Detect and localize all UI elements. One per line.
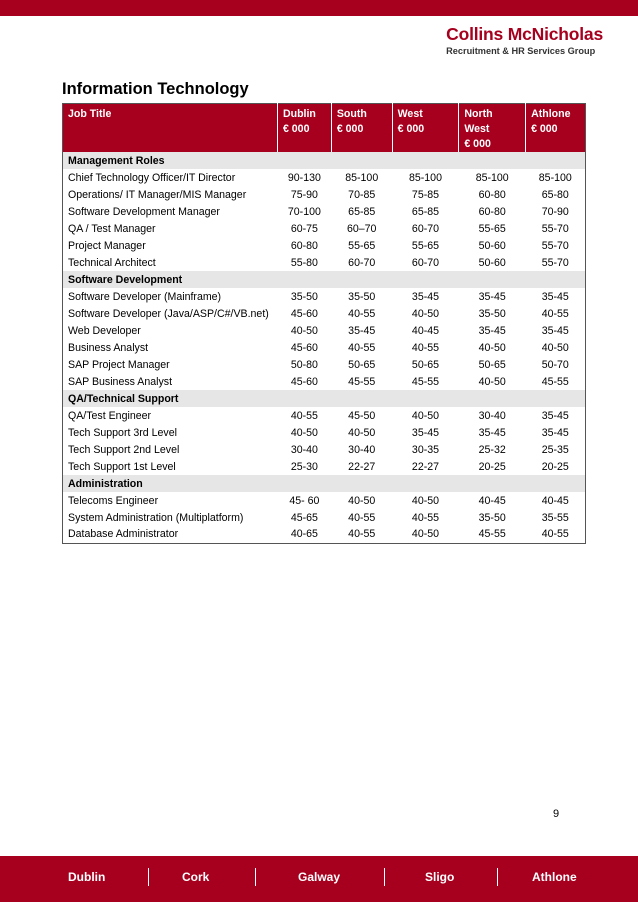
job-title-cell: SAP Business Analyst <box>68 375 173 388</box>
table-row <box>63 305 586 322</box>
table-row <box>63 407 586 424</box>
table-row <box>63 220 586 237</box>
salary-range-cell: 35-45 <box>478 324 506 337</box>
table-row <box>63 526 586 543</box>
salary-range-cell: 50-80 <box>290 358 318 371</box>
salary-range-cell: 55-70 <box>541 256 569 269</box>
salary-range-cell: 40-55 <box>348 511 376 524</box>
header-region <box>392 104 459 153</box>
salary-range-cell: 20-25 <box>541 460 569 473</box>
salary-range-cell: 85-100 <box>475 171 509 184</box>
salary-range-cell: 60-70 <box>411 222 440 235</box>
header-job-title <box>63 104 278 153</box>
header-region <box>277 104 331 153</box>
table-row <box>63 254 586 271</box>
salary-range-cell: 30-40 <box>478 409 506 422</box>
salary-range-cell: 60-80 <box>478 188 506 201</box>
salary-range-cell: 50-65 <box>411 358 440 371</box>
page-number: 9 <box>553 808 560 820</box>
salary-range-cell: 40-45 <box>478 494 506 507</box>
salary-range-cell: 45-55 <box>541 375 569 388</box>
header-text: Athlone <box>531 108 571 120</box>
header-text: West <box>464 123 490 135</box>
job-title-cell: Software Developer (Java/ASP/C#/VB.net) <box>68 307 269 320</box>
salary-range-cell: 40-50 <box>348 494 376 507</box>
job-title-cell: System Administration (Multiplatform) <box>68 511 244 524</box>
table-header-row <box>63 104 586 153</box>
footer-office-sligo: Sligo <box>425 870 455 884</box>
table-row <box>63 169 586 186</box>
salary-range-cell: 55-65 <box>411 239 440 252</box>
table-row <box>63 186 586 203</box>
salary-range-cell: 25-35 <box>541 443 569 456</box>
salary-range-cell: 55-65 <box>348 239 376 252</box>
salary-range-cell: 22-27 <box>348 460 376 473</box>
salary-range-cell: 40-55 <box>290 409 318 422</box>
table-row <box>63 288 586 305</box>
salary-range-cell: 35-55 <box>541 511 569 524</box>
top-brand-bar <box>0 0 638 16</box>
salary-range-cell: 22-27 <box>411 460 440 473</box>
footer-office-cork: Cork <box>182 870 210 884</box>
salary-range-cell: 65-80 <box>541 188 569 201</box>
footer-bar <box>0 856 638 902</box>
job-title-cell: Software Development Manager <box>68 205 220 218</box>
company-logo <box>446 24 603 57</box>
job-title-cell: QA/Test Engineer <box>68 409 152 422</box>
salary-range-cell: 75-90 <box>290 188 318 201</box>
salary-range-cell: 40-65 <box>290 528 318 541</box>
salary-range-cell: 35-50 <box>290 290 318 303</box>
footer-office-athlone: Athlone <box>532 870 577 884</box>
salary-range-cell: 45-60 <box>290 341 318 354</box>
footer-office-dublin: Dublin <box>68 870 106 884</box>
section-title: Information Technology <box>62 80 249 98</box>
salary-range-cell: 35-45 <box>478 290 506 303</box>
salary-range-cell: 60-70 <box>348 256 376 269</box>
table-row <box>63 424 586 441</box>
header-region <box>459 104 526 153</box>
salary-range-cell: 70-90 <box>541 205 569 218</box>
job-title-cell: Tech Support 3rd Level <box>68 426 177 439</box>
salary-range-cell: 60-70 <box>411 256 440 269</box>
table-row <box>63 458 586 475</box>
salary-range-cell: 55-70 <box>541 222 569 235</box>
salary-range-cell: 40-55 <box>541 528 569 541</box>
job-title-cell: Business Analyst <box>68 341 149 354</box>
salary-range-cell: 35-45 <box>541 290 569 303</box>
salary-range-cell: 50-70 <box>541 358 569 371</box>
header-text: West <box>397 108 423 120</box>
salary-range-cell: 45-65 <box>290 511 318 524</box>
salary-range-cell: 70-85 <box>348 188 376 201</box>
header-text: € 000 <box>282 123 310 135</box>
salary-range-cell: 75-85 <box>411 188 440 201</box>
salary-range-cell: 35-45 <box>541 324 569 337</box>
table-row <box>63 203 586 220</box>
job-title-cell: SAP Project Manager <box>68 358 170 371</box>
job-title-cell: Database Administrator <box>68 528 179 541</box>
salary-range-cell: 60–70 <box>346 222 377 235</box>
category-row <box>63 475 586 492</box>
salary-range-cell: 60-75 <box>290 222 318 235</box>
salary-range-cell: 45-60 <box>290 375 318 388</box>
salary-range-cell: 40-50 <box>411 528 440 541</box>
salary-range-cell: 40-55 <box>411 341 440 354</box>
salary-range-cell: 55-65 <box>478 222 506 235</box>
salary-range-cell: 40-50 <box>478 341 506 354</box>
category-label: Administration <box>63 475 586 492</box>
table-row <box>63 373 586 390</box>
header-text: € 000 <box>464 138 491 150</box>
job-title-cell: Telecoms Engineer <box>68 494 159 507</box>
header-text: North <box>464 108 493 120</box>
salary-range-cell: 70-100 <box>287 205 321 218</box>
header-text: Job Title <box>68 108 112 120</box>
category-row <box>63 271 586 288</box>
salary-range-cell: 40-50 <box>411 307 440 320</box>
salary-range-cell: 40-50 <box>541 341 569 354</box>
table-row <box>63 492 586 509</box>
header-region <box>331 104 392 153</box>
salary-range-cell: 85-100 <box>538 171 572 184</box>
footer-divider <box>497 868 498 886</box>
salary-range-cell: 35-45 <box>541 409 569 422</box>
logo-name: Collins McNicholas <box>446 24 603 44</box>
salary-range-cell: 50-60 <box>478 256 506 269</box>
salary-range-cell: 35-45 <box>348 324 376 337</box>
salary-range-cell: 20-25 <box>478 460 506 473</box>
category-row <box>63 390 586 407</box>
salary-range-cell: 40-50 <box>411 494 440 507</box>
table-row <box>63 441 586 458</box>
category-label: Software Development <box>63 271 586 288</box>
category-label: QA/Technical Support <box>63 390 586 407</box>
salary-range-cell: 60-80 <box>478 205 506 218</box>
salary-range-cell: 45-55 <box>411 375 440 388</box>
table-row <box>63 509 586 526</box>
salary-range-cell: 85-100 <box>408 171 442 184</box>
category-label: Management Roles <box>63 152 586 169</box>
salary-range-cell: 35-50 <box>478 511 506 524</box>
salary-range-cell: 85-100 <box>345 171 379 184</box>
salary-range-cell: 35-50 <box>478 307 506 320</box>
salary-range-cell: 40-55 <box>541 307 569 320</box>
salary-range-cell: 35-45 <box>411 426 440 439</box>
job-title-cell: Chief Technology Officer/IT Director <box>68 171 236 184</box>
salary-range-cell: 90-130 <box>287 171 321 184</box>
table-row <box>63 237 586 254</box>
salary-range-cell: 40-50 <box>411 409 440 422</box>
salary-range-cell: 40-45 <box>541 494 569 507</box>
table-row <box>63 339 586 356</box>
salary-range-cell: 40-50 <box>348 426 376 439</box>
salary-range-cell: 45-50 <box>348 409 376 422</box>
header-region <box>526 104 586 153</box>
salary-range-cell: 35-45 <box>478 426 506 439</box>
job-title-cell: Operations/ IT Manager/MIS Manager <box>68 188 247 201</box>
salary-range-cell: 40-55 <box>411 511 440 524</box>
salary-range-cell: 30-35 <box>411 443 440 456</box>
job-title-cell: Tech Support 2nd Level <box>68 443 180 456</box>
salary-range-cell: 50-60 <box>478 239 506 252</box>
job-title-cell: Web Developer <box>68 324 141 337</box>
salary-range-cell: 30-40 <box>290 443 318 456</box>
job-title-cell: Technical Architect <box>68 256 156 269</box>
job-title-cell: Project Manager <box>68 239 146 252</box>
header-text: South <box>336 108 367 120</box>
salary-range-cell: 30-40 <box>348 443 376 456</box>
footer-divider <box>148 868 149 886</box>
logo-tagline: Recruitment & HR Services Group <box>446 46 596 56</box>
salary-range-cell: 45-55 <box>478 528 506 541</box>
table-row <box>63 356 586 373</box>
salary-range-cell: 45-55 <box>348 375 376 388</box>
salary-table <box>62 103 586 544</box>
salary-range-cell: 50-65 <box>348 358 376 371</box>
salary-range-cell: 45- 60 <box>289 494 320 507</box>
header-text: € 000 <box>336 123 364 135</box>
salary-range-cell: 65-85 <box>348 205 376 218</box>
salary-range-cell: 25-32 <box>478 443 506 456</box>
salary-range-cell: 25-30 <box>290 460 318 473</box>
salary-range-cell: 40-55 <box>348 341 376 354</box>
header-text: € 000 <box>397 123 425 135</box>
footer-divider <box>384 868 385 886</box>
salary-range-cell: 50-65 <box>478 358 506 371</box>
salary-range-cell: 40-55 <box>348 307 376 320</box>
salary-range-cell: 35-50 <box>348 290 376 303</box>
salary-range-cell: 35-45 <box>541 426 569 439</box>
job-title-cell: Tech Support 1st Level <box>68 460 176 473</box>
salary-range-cell: 40-45 <box>411 324 440 337</box>
job-title-cell: Software Developer (Mainframe) <box>68 290 222 303</box>
salary-range-cell: 40-50 <box>478 375 506 388</box>
salary-range-cell: 40-50 <box>290 426 318 439</box>
salary-range-cell: 55-70 <box>541 239 569 252</box>
salary-range-cell: 40-50 <box>290 324 318 337</box>
header-text: Dublin <box>282 108 316 120</box>
salary-range-cell: 65-85 <box>411 205 440 218</box>
salary-range-cell: 35-45 <box>411 290 440 303</box>
category-row <box>63 152 586 169</box>
job-title-cell: QA / Test Manager <box>68 222 156 235</box>
footer-divider <box>255 868 256 886</box>
footer-office-galway: Galway <box>298 870 341 884</box>
salary-range-cell: 60-80 <box>290 239 318 252</box>
table-row <box>63 322 586 339</box>
header-text: € 000 <box>531 123 558 135</box>
salary-range-cell: 45-60 <box>290 307 318 320</box>
salary-range-cell: 40-55 <box>348 528 376 541</box>
salary-range-cell: 55-80 <box>290 256 318 269</box>
